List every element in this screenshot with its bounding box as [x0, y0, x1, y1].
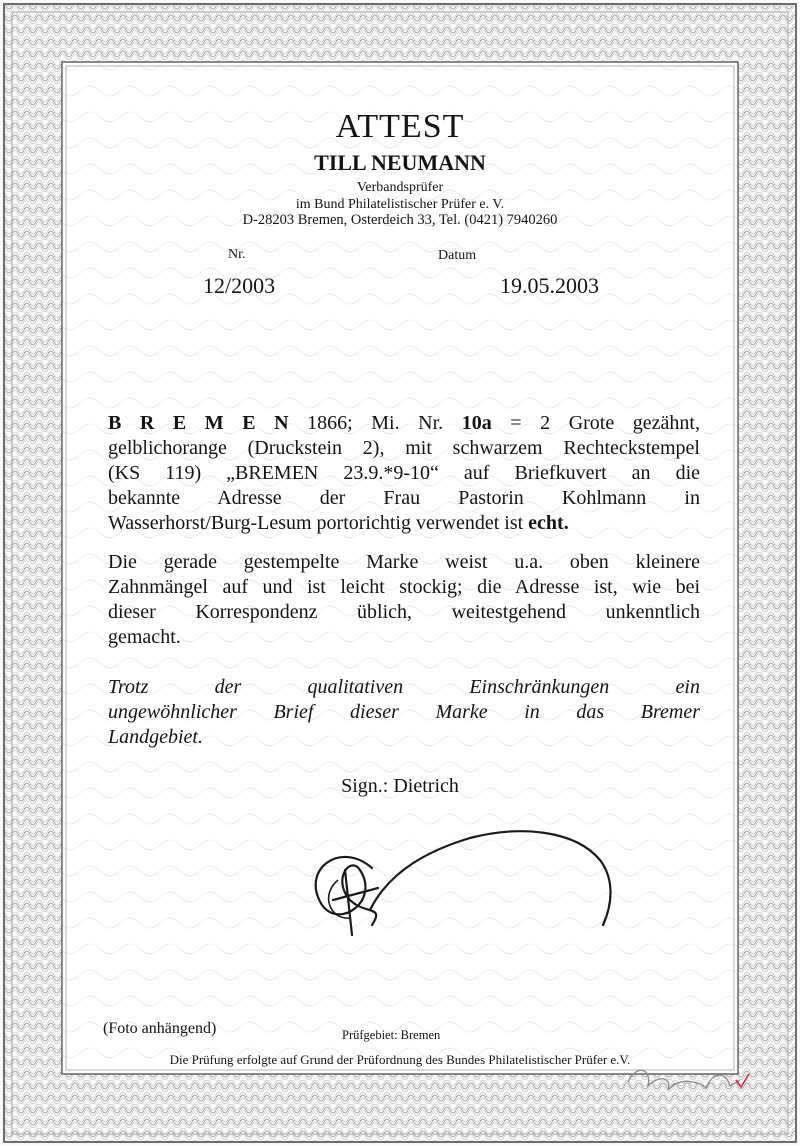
- examiner-address: D-28203 Bremen, Osterdeich 33, Tel. (0421) 7940260: [242, 212, 558, 228]
- examiner-role: Verbandsprüfer: [356, 180, 444, 195]
- signature-note: Sign.: Dietrich: [341, 775, 459, 797]
- p3-line-3: Landgebiet.: [108, 726, 203, 748]
- p1-line-4: bekannte Adresse der Frau Pastorin Kohlmann in: [108, 487, 700, 509]
- datum-label: Datum: [438, 248, 477, 263]
- p1-line-2: gelblichorange (Druckstein 2), mit schwarzem Rechteckstempel: [108, 437, 700, 459]
- paragraph-condition: [108, 550, 700, 650]
- examiner-name: TILL NEUMANN: [314, 150, 486, 175]
- document-title: ATTEST: [335, 108, 465, 145]
- p1-line-3: (KS 119) „BREMEN 23.9.*9-10“ auf Briefkuvert an die: [108, 462, 700, 484]
- verdict: echt.: [528, 512, 569, 534]
- p1-text-b: = 2 Grote gezähnt,: [491, 412, 700, 434]
- catalog-number: 10a: [461, 412, 492, 434]
- p1-line-1: [108, 411, 700, 436]
- paragraph-certification: [108, 411, 700, 536]
- p1-text-c: Wasserhorst/Burg-Lesum portorichtig verwendet ist: [108, 512, 529, 534]
- p2-line-4: gemacht.: [108, 626, 181, 648]
- photo-attached-note: (Foto anhängend): [103, 1020, 217, 1037]
- p2-line-3: dieser Korrespondenz üblich, weitestgehend unkenntlich: [108, 601, 700, 623]
- stamp-region: B R E M E N: [108, 412, 289, 434]
- datum-value: 19.05.2003: [500, 273, 599, 298]
- p1-line-5: [108, 511, 700, 536]
- footer-note: Die Prüfung erfolgte auf Grund der Prüfordnung des Bundes Philatelistischer Prüfer e.V.: [169, 1052, 631, 1067]
- p1-text-a: 1866; Mi. Nr.: [288, 412, 462, 434]
- p2-line-2: Zahnmängel auf und ist leicht stockig; die Adresse ist, wie bei: [108, 576, 700, 598]
- p3-line-2: ungewöhnlicher Brief dieser Marke in das Bremer: [108, 701, 700, 723]
- nr-value: 12/2003: [203, 273, 276, 298]
- paragraph-remark: [108, 675, 700, 750]
- p3-line-1: Trotz der qualitativen Einschränkungen ein: [108, 676, 700, 698]
- p2-line-1: Die gerade gestempelte Marke weist u.a. oben kleinere: [108, 551, 700, 573]
- examination-area: Prüfgebiet: Bremen: [342, 1028, 441, 1042]
- examiner-association: im Bund Philatelistischer Prüfer e. V.: [295, 197, 505, 212]
- nr-label: Nr.: [228, 247, 246, 262]
